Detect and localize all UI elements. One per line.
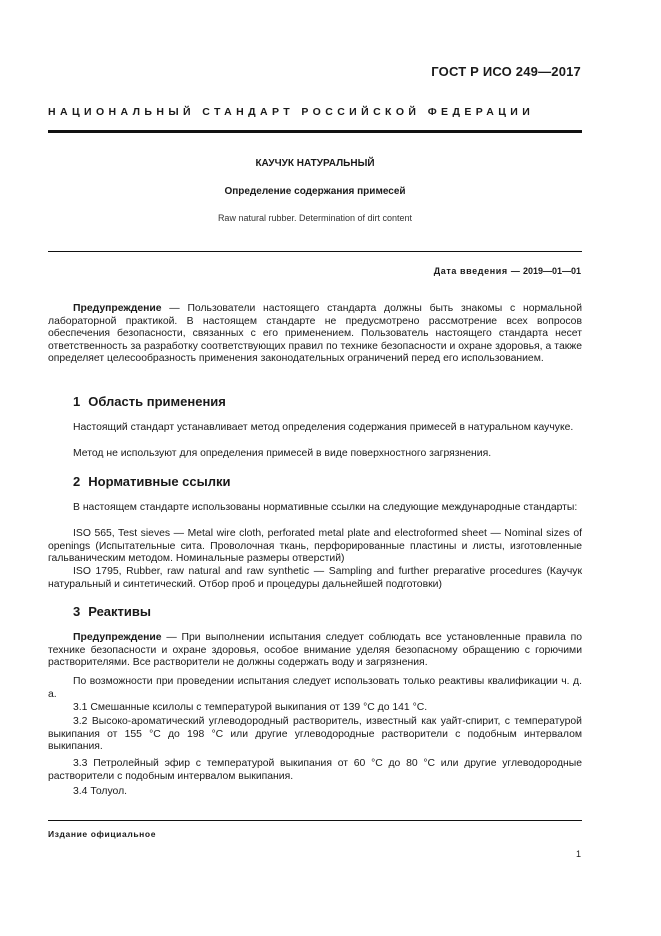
section-3-warning: [48, 632, 582, 670]
section-2-number: 2: [73, 474, 81, 489]
section-3-title: Реактивы: [88, 604, 151, 619]
effective-date-label: Дата введения —: [433, 266, 521, 276]
section-1-number: 1: [73, 394, 81, 409]
section-3-item-3-3: 3.3 Петролейный эфир с температурой выкипания от 60 °C до 80 °C или другие углеводородные растворители с подобным интервалом выкипания.: [48, 758, 582, 782]
section-3-item-3-2: 3.2 Высоко-ароматический углеводородный растворитель, известный как уайт-спирит, с температурой выкипания от 155 °C до 198 °C или другие углеводородные растворители с подобным интервалом выкипания.: [48, 716, 582, 753]
standard-code: ГОСТ Р ИСО 249—2017: [431, 64, 581, 79]
header-divider: [48, 130, 582, 133]
section-3-heading: [73, 604, 151, 619]
document-title: КАУЧУК НАТУРАЛЬНЫЙ: [255, 158, 375, 169]
section-2-reference-iso565: ISO 565, Test sieves — Metal wire cloth, perforated metal plate and electroformed sheet — Nominal sizes of openings (Испытательные сита. Проволочная ткань, перфорированные пластины и листы, изготовленные гальваническим методом. Номинальные размеры отверстий): [48, 528, 582, 565]
warning-label: Предупреждение: [73, 303, 162, 314]
footer-divider: [48, 820, 582, 821]
section-2-title: Нормативные ссылки: [88, 474, 231, 489]
warning-text: — При выполнении испытания следует соблюдать все установленные правила по технике безопасности и охране здоровья, особое внимание уделяя безопасному обращению с горючими растворителями. Все растворители не должны содержать воду и загрязнения.: [48, 632, 582, 669]
section-1-paragraph-1: Настоящий стандарт устанавливает метод определения содержания примесей в натуральном каучуке.: [73, 422, 574, 433]
section-3-item-3-4: 3.4 Толуол.: [73, 786, 128, 797]
national-standard-heading: НАЦИОНАЛЬНЫЙ СТАНДАРТ РОССИЙСКОЙ ФЕДЕРАЦИИ: [48, 106, 535, 118]
section-1-title: Область применения: [88, 394, 226, 409]
effective-date-value: 2019—01—01: [522, 266, 581, 276]
section-1-paragraph-2: Метод не используют для определения примесей в виде поверхностного загрязнения.: [73, 448, 492, 459]
section-3-item-3-1: 3.1 Смешанные ксилолы с температурой выкипания от 139 °C до 141 °C.: [73, 702, 428, 713]
effective-date: [434, 266, 581, 276]
section-2-paragraph-1: В настоящем стандарте использованы нормативные ссылки на следующие международные стандарты:: [73, 502, 578, 513]
intro-warning: [48, 303, 582, 366]
english-title: Raw natural rubber. Determination of dirt content: [217, 213, 413, 223]
section-2-heading: [73, 474, 230, 489]
warning-label: Предупреждение: [73, 632, 162, 643]
page-number: 1: [575, 849, 581, 859]
official-edition: Издание официальное: [48, 829, 157, 839]
title-divider: [48, 251, 582, 252]
section-3-general: По возможности при проведении испытания следует использовать только реактивы квалификации ч. д. а.: [48, 676, 582, 700]
document-subtitle: Определение содержания примесей: [224, 186, 406, 197]
section-1-heading: [73, 394, 226, 409]
warning-text: — Пользователи настоящего стандарта должны быть знакомы с нормальной лабораторной практикой. В настоящем стандарте не предусмотрено рассмотрение всех вопросов обеспечения безопасности, связанных с его применением. Пользователь настоящего стандарта несет ответственность за разработку соответствующих правил по технике безопасности и охране здоровья, а также определяет целесообразность применения законодательных ограничений перед его использованием.: [48, 303, 582, 365]
section-2-reference-iso1795: ISO 1795, Rubber, raw natural and raw synthetic — Sampling and further preparative procedures (Каучук натуральный и синтетический. Отбор проб и процедуры дальнейшей подготовки): [48, 566, 582, 590]
section-3-number: 3: [73, 604, 81, 619]
